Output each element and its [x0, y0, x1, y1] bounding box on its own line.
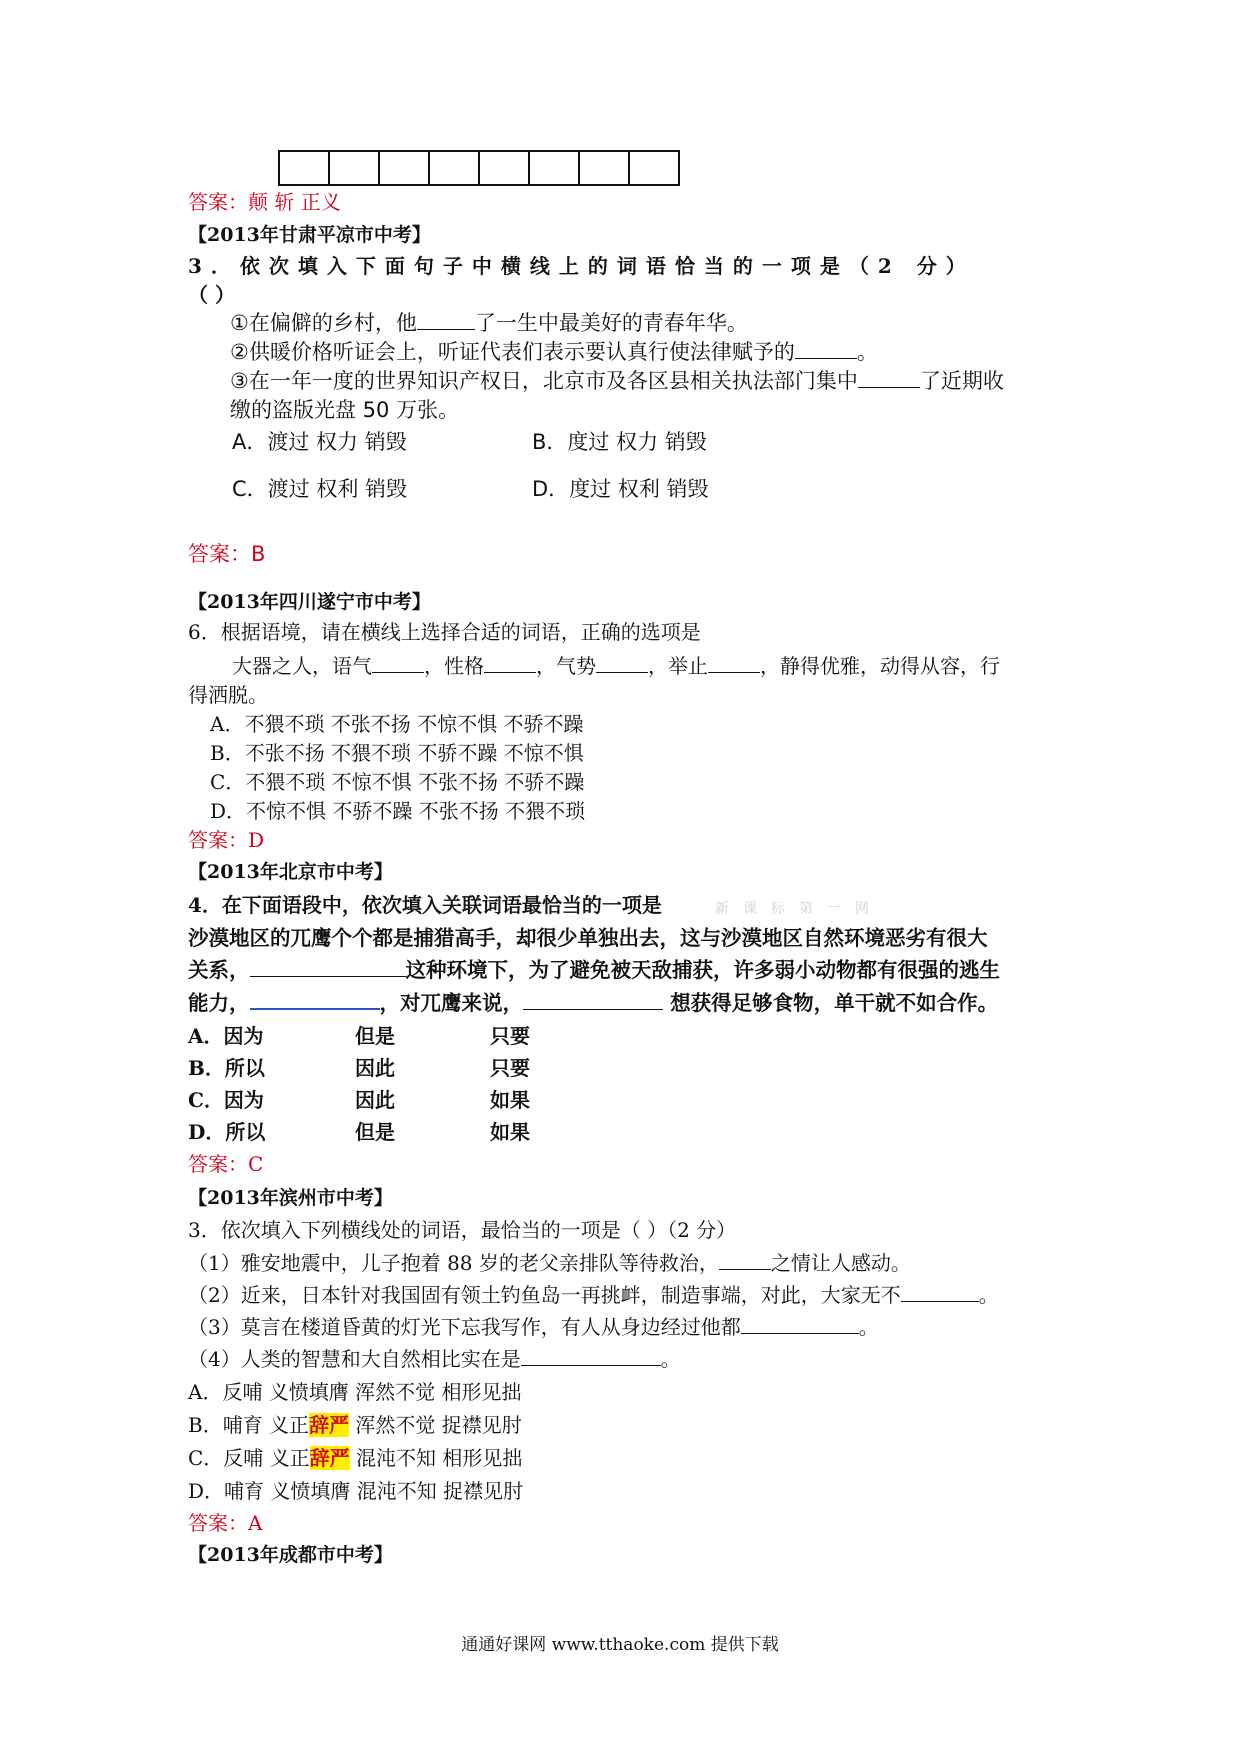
section-header-binzhou: 【2013年滨州市中考】	[188, 1187, 393, 1209]
option-b: B．不张不扬 不猥不琐 不骄不躁 不惊不惧	[210, 741, 584, 765]
sentence-1: ①在偏僻的乡村，他 了一生中最美好的青春年华。	[230, 311, 748, 335]
option-b: B．哺育 义正辞严 浑然不觉 捉襟见肘	[188, 1413, 522, 1437]
option-a: A．不猥不琐 不张不扬 不惊不惧 不骄不躁	[210, 712, 584, 736]
grid-cell	[580, 152, 630, 184]
answer-4: 答案：A	[188, 1511, 263, 1535]
answer-grid	[278, 150, 680, 186]
sentence-2: ②供暖价格听证会上，听证代表们表示要认真行使法律赋予的 。	[230, 340, 878, 364]
blank	[250, 956, 406, 977]
watermark: 新课标第一网	[715, 901, 883, 917]
option-a: A．反哺 义愤填膺 浑然不觉 相形见拙	[188, 1380, 522, 1404]
section-header-pingliang: 【2013年甘肃平凉市中考】	[188, 224, 431, 246]
passage-line-2: 得洒脱。	[188, 683, 268, 707]
grid-cell	[280, 152, 330, 184]
item-4: （4）人类的智慧和大自然相比实在是 。	[188, 1347, 681, 1371]
item-3: （3）莫言在楼道昏黄的灯光下忘我写作，有人从身边经过他都 。	[188, 1315, 879, 1339]
grid-cell	[430, 152, 480, 184]
blank	[417, 309, 475, 330]
blank	[596, 652, 648, 673]
question-4-stem: 4．在下面语段中，依次填入关联词语最恰当的一项是	[188, 893, 662, 917]
option-c: C．不猥不琐 不惊不惧 不张不扬 不骄不躁	[210, 770, 585, 794]
passage-line-1: 大器之人，语气 ，性格 ，气势 ，举止 ，静得优雅，动得从容，行	[232, 654, 1000, 678]
blank	[719, 1249, 771, 1270]
grid-cell	[630, 152, 678, 184]
page-footer: 通通好课网 www.tthaoke.com 提供下载	[461, 1635, 779, 1655]
question-3-paren: （ ）	[188, 283, 235, 307]
blank	[708, 652, 760, 673]
option-d-3: 如果	[490, 1120, 530, 1144]
option-a: A．渡过 权力 销毁	[232, 430, 407, 454]
answer-0: 答案：颠 斩 正义	[188, 190, 341, 214]
blank	[250, 988, 380, 1010]
item-1: （1）雅安地震中，儿子抱着 88 岁的老父亲排队等待救治， 之情让人感动。	[188, 1251, 911, 1275]
option-b-2: 因此	[355, 1056, 395, 1080]
question-3-stem: 3．依次填入下面句子中横线上的词语恰当的一项是（2 分）	[188, 254, 975, 278]
section-header-suining: 【2013年四川遂宁市中考】	[188, 591, 431, 613]
option-a-1: A．因为	[188, 1024, 264, 1048]
option-c: C．反哺 义正辞严 混沌不知 相形见拙	[188, 1446, 523, 1470]
option-d-1: D．所以	[188, 1120, 266, 1144]
highlighted-text: 辞严	[309, 1413, 350, 1437]
grid-cell	[380, 152, 430, 184]
question-3-stem: 3．依次填入下列横线处的词语，最恰当的一项是（ ）（2 分）	[188, 1218, 737, 1242]
option-d: D．哺育 义愤填膺 混沌不知 捉襟见肘	[188, 1479, 524, 1503]
option-c-2: 因此	[355, 1088, 395, 1112]
sentence-3-cont: 缴的盗版光盘 50 万张。	[230, 398, 460, 422]
option-d: D．不惊不惧 不骄不躁 不张不扬 不猥不琐	[210, 799, 586, 823]
answer-2: 答案：D	[188, 828, 265, 852]
item-2: （2）近来，日本针对我国固有领土钓鱼岛一再挑衅，制造事端，对此，大家无不 。	[188, 1283, 999, 1307]
blank	[484, 652, 536, 673]
blank	[523, 989, 663, 1010]
option-a-3: 只要	[490, 1024, 530, 1048]
blank	[901, 1281, 979, 1302]
highlighted-text: 辞严	[309, 1446, 350, 1470]
option-b-3: 只要	[490, 1056, 530, 1080]
answer-3: 答案：C	[188, 1152, 264, 1176]
passage-line-1: 沙漠地区的兀鹰个个都是捕猎高手，却很少单独出去，这与沙漠地区自然环境恶劣有很大	[188, 926, 988, 950]
option-c-1: C．因为	[188, 1088, 264, 1112]
option-c: C．渡过 权利 销毁	[232, 477, 408, 501]
blank	[858, 367, 920, 388]
question-6-stem: 6．根据语境，请在横线上选择合适的词语，正确的选项是	[188, 620, 701, 644]
blank	[521, 1345, 661, 1366]
option-b-1: B．所以	[188, 1056, 265, 1080]
answer-1: 答案：B	[188, 542, 266, 566]
passage-line-2: 关系， 这种环境下，为了避免被天敌捕获，许多弱小动物都有很强的逃生	[188, 958, 1000, 982]
sentence-3: ③在一年一度的世界知识产权日，北京市及各区县相关执法部门集中 了近期收	[230, 369, 1004, 393]
passage-line-3: 能力， ，对兀鹰来说， 想获得足够食物，单干就不如合作。	[188, 988, 998, 1017]
blank	[372, 652, 424, 673]
option-d: D．度过 权利 销毁	[532, 477, 709, 501]
blank	[741, 1313, 859, 1334]
option-d-2: 但是	[355, 1120, 395, 1144]
section-header-chengdu: 【2013年成都市中考】	[188, 1544, 393, 1566]
grid-cell	[530, 152, 580, 184]
blank	[795, 338, 857, 359]
option-a-2: 但是	[355, 1024, 395, 1048]
grid-cell	[480, 152, 530, 184]
option-c-3: 如果	[490, 1088, 530, 1112]
grid-cell	[330, 152, 380, 184]
option-b: B．度过 权力 销毁	[532, 430, 707, 454]
section-header-beijing: 【2013年北京市中考】	[188, 861, 393, 883]
